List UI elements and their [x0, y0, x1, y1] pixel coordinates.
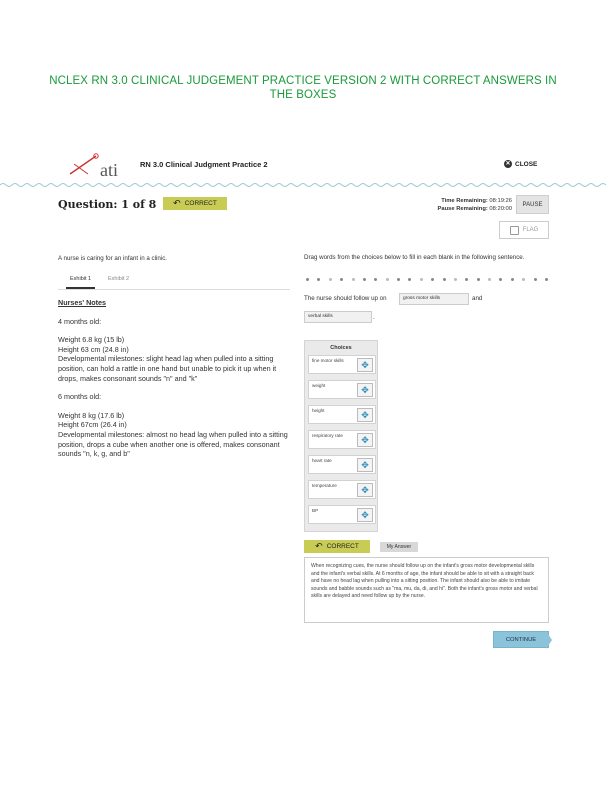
height-4-months: Height 63 cm (24.8 in) — [58, 344, 129, 354]
choice-bp[interactable] — [308, 505, 376, 524]
age-6-months: 6 months old: — [58, 392, 102, 402]
close-label: CLOSE — [515, 160, 538, 168]
tab-exhibit-1[interactable]: Exhibit 1 — [66, 276, 95, 289]
choice-weight[interactable] — [308, 380, 376, 399]
move-icon[interactable]: ✥ — [357, 458, 373, 472]
progress-dot — [420, 278, 423, 281]
app-header — [56, 150, 556, 184]
choices-panel — [304, 340, 378, 532]
instructions-text: Drag words from the choices below to fill in each blank in the following sentence. — [304, 254, 525, 261]
pause-remaining-label: Pause Remaining: — [437, 206, 488, 212]
pause-button[interactable]: PAUSE — [516, 195, 549, 214]
sentence-period: . — [373, 314, 375, 321]
progress-dot — [534, 278, 537, 281]
progress-dot — [522, 278, 525, 281]
progress-dot — [306, 278, 309, 281]
sentence-start: The nurse should follow up on — [304, 295, 387, 302]
choice-respiratory-rate[interactable] — [308, 430, 376, 449]
progress-dot — [477, 278, 480, 281]
tab-exhibit-2[interactable]: Exhibit 2 — [108, 276, 130, 282]
progress-dot — [317, 278, 320, 281]
close-icon: ✕ — [505, 161, 511, 167]
progress-dot — [352, 278, 355, 281]
choice-label: weight — [312, 383, 326, 388]
sentence-and: and — [472, 295, 483, 302]
choice-height[interactable] — [308, 405, 376, 424]
timer-display — [414, 197, 512, 213]
progress-dot — [465, 278, 468, 281]
weight-4-months: Weight 6.8 kg (15 lb) — [58, 335, 125, 345]
choice-label: height — [312, 408, 325, 413]
choice-heart-rate[interactable] — [308, 455, 376, 474]
progress-dot — [431, 278, 434, 281]
height-6-months: Height 67cm (26.4 in) — [58, 420, 127, 430]
progress-dot — [443, 278, 446, 281]
scenario-text: A nurse is caring for an infant in a clinic. — [58, 255, 168, 262]
progress-dot — [454, 278, 457, 281]
choice-temperature[interactable] — [308, 480, 376, 499]
continue-arrow-icon — [546, 631, 552, 649]
milestones-4-months: Developmental milestones: slight head lag when pulled into a sitting position, can hold a rattle in one hand but unable to pick it up when it drops, makes consonant sounds "n" and "k" — [58, 354, 277, 383]
progress-dot — [397, 278, 400, 281]
choice-label: BP — [312, 508, 319, 513]
time-remaining-label: Time Remaining: — [441, 198, 488, 204]
progress-dot — [340, 278, 343, 281]
weight-6-months: Weight 8 kg (17.6 lb) — [58, 410, 125, 420]
progress-dot — [363, 278, 366, 281]
progress-dot — [408, 278, 411, 281]
document-title: NCLEX RN 3.0 CLINICAL JUDGEMENT PRACTICE VERSION 2 WITH CORRECT ANSWERS IN THE BOXES — [49, 75, 557, 101]
flag-icon — [510, 226, 519, 235]
milestones-6-months: Developmental milestones: almost no head lag when pulled into a sitting position, drops a cube when another one is offered, makes consonant sounds "n, k, g, and b" — [58, 429, 288, 459]
blank-drop-zone-2[interactable]: verbal skills — [304, 311, 372, 323]
progress-dot — [511, 278, 514, 281]
progress-dot — [374, 278, 377, 281]
move-icon[interactable]: ✥ — [357, 408, 373, 422]
progress-dot — [545, 278, 548, 281]
move-icon[interactable]: ✥ — [357, 433, 373, 447]
continue-button[interactable]: CONTINUE — [493, 631, 549, 648]
correct-status-badge — [163, 197, 227, 210]
move-icon[interactable]: ✥ — [357, 483, 373, 497]
my-answer-tab[interactable]: My Answer — [380, 542, 418, 552]
blank-drop-zone-1[interactable]: gross motor skills — [399, 293, 469, 305]
flag-button[interactable] — [499, 221, 549, 239]
app-title: RN 3.0 Clinical Judgment Practice 2 — [140, 160, 268, 169]
question-title: Question: 1 of 8 — [58, 198, 157, 211]
progress-dots — [304, 278, 550, 284]
answer-status-label: CORRECT — [326, 543, 359, 550]
flag-label: FLAG — [522, 227, 539, 233]
choice-label: fine motor skills — [312, 358, 344, 363]
choice-label: temperature — [312, 483, 337, 488]
rationale-box: When recognizing cues, the nurse should follow up on the infant's gross motor developmental skills and the infant's verbal skills. At 6 months of age, the infant should be able to sit with a straight back and have no head lag when pulling into a sitting position. The infant should also be able to imitate sounds and babble sounds such as "ma, mu, da, di, and hi". Both the infant's gross motor and verbal skills are delayed and need follow up by the nurse. — [304, 557, 549, 623]
choice-label: respiratory rate — [312, 433, 343, 438]
age-4-months: 4 months old: — [58, 316, 102, 326]
logo-text: ati — [100, 160, 118, 180]
move-icon[interactable]: ✥ — [357, 508, 373, 522]
close-button[interactable] — [504, 160, 537, 168]
time-remaining-value: 08:19:26 — [489, 198, 512, 204]
answer-correct-badge — [304, 540, 370, 553]
progress-dot — [329, 278, 332, 281]
pause-remaining-value: 08:20:00 — [489, 206, 512, 212]
choices-title: Choices — [330, 345, 352, 351]
choice-fine-motor-skills[interactable] — [308, 355, 376, 374]
undo-arrow-icon: ↶ — [173, 198, 181, 208]
progress-dot — [499, 278, 502, 281]
undo-arrow-icon: ↶ — [315, 541, 323, 551]
nurses-notes — [58, 298, 292, 459]
move-icon[interactable]: ✥ — [357, 383, 373, 397]
notes-heading: Nurses' Notes — [58, 298, 107, 307]
progress-dot — [488, 278, 491, 281]
status-badge-label: CORRECT — [184, 200, 217, 207]
move-icon[interactable]: ✥ — [357, 358, 373, 372]
exhibit-tabs — [58, 272, 290, 290]
choice-label: heart rate — [312, 458, 332, 463]
ati-logo — [66, 152, 122, 182]
header-divider — [0, 182, 606, 188]
progress-dot — [386, 278, 389, 281]
